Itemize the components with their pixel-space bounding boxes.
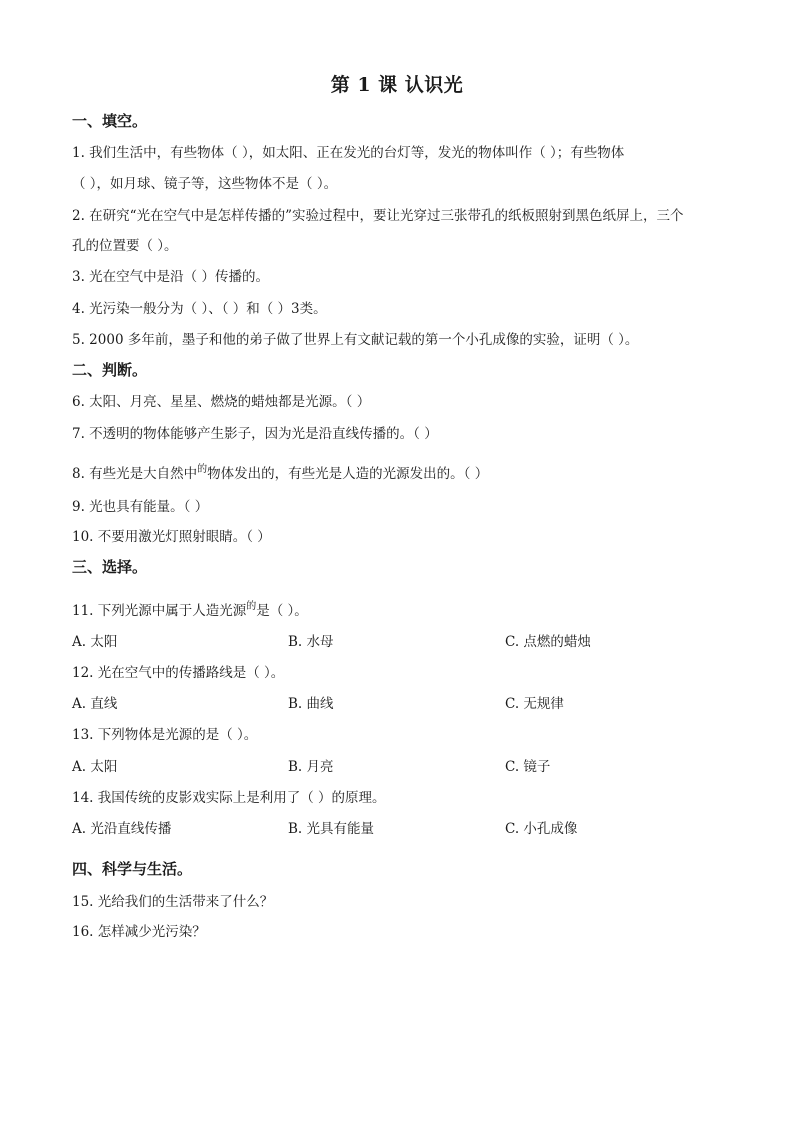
question-2-line-2: 孔的位置要（ ）。 (72, 238, 178, 254)
question-9: 9. 光也具有能量。（ ） (72, 499, 209, 515)
question-1-line-2: （ ），如月球、镜子等，这些物体不是（ ）。 (72, 176, 338, 192)
question-8-part-1: 8. 有些光是大自然中 (72, 466, 198, 482)
question-5: 5. 2000 多年前，墨子和他的弟子做了世界上有文献记载的第一个小孔成像的实验，证明（ ）。 (72, 332, 639, 348)
question-3: 3. 光在空气中是沿（ ）传播的。 (72, 269, 269, 285)
question-11 (72, 597, 308, 619)
question-11-part-2: 是（ ）。 (256, 603, 308, 619)
question-13-option-c: C. 镜子 (505, 759, 551, 775)
question-8-superscript: 的 (197, 464, 208, 475)
question-8 (72, 460, 488, 482)
question-15: 15. 光给我们的生活带来了什么？ (72, 894, 274, 910)
question-2-line-1: 2. 在研究“光在空气中是怎样传播的”实验过程中，要让光穿过三张带孔的纸板照射到黑色纸屏上，三个 (72, 208, 684, 224)
question-13-option-a: A. 太阳 (72, 759, 118, 775)
question-14: 14. 我国传统的皮影戏实际上是利用了（ ）的原理。 (72, 790, 386, 806)
question-12-option-c: C. 无规律 (505, 696, 564, 712)
question-12-option-a: A. 直线 (72, 696, 118, 712)
question-16: 16. 怎样减少光污染？ (72, 924, 206, 940)
question-11-option-b: B. 水母 (288, 634, 334, 650)
question-1-line-1: 1. 我们生活中，有些物体（ ），如太阳、正在发光的台灯等，发光的物体叫作（ ）；有些物体 (72, 145, 625, 161)
question-14-option-b: B. 光具有能量 (288, 821, 375, 837)
question-6: 6. 太阳、月亮、星星、燃烧的蜡烛都是光源。（ ） (72, 394, 371, 410)
section-choice-heading: 三、选择。 (72, 558, 148, 576)
section-life-heading: 四、科学与生活。 (72, 860, 193, 878)
question-14-option-a: A. 光沿直线传播 (72, 821, 172, 837)
question-14-option-c: C. 小孔成像 (505, 821, 578, 837)
section-fill-heading: 一、填空。 (72, 112, 148, 130)
question-4: 4. 光污染一般分为（ ）、（ ）和（ ）3类。 (72, 301, 327, 317)
question-12: 12. 光在空气中的传播路线是（ ）。 (72, 665, 285, 681)
question-12-option-b: B. 曲线 (288, 696, 334, 712)
question-11-part-1: 11. 下列光源中属于人造光源 (72, 603, 247, 619)
section-judge-heading: 二、判断。 (72, 361, 148, 379)
page-title: 第 1 课 认识光 (330, 74, 464, 96)
question-13: 13. 下列物体是光源的是（ ）。 (72, 727, 258, 743)
question-7: 7. 不透明的物体能够产生影子，因为光是沿直线传播的。（ ） (72, 426, 438, 442)
question-11-superscript: 的 (246, 601, 257, 612)
question-8-part-2: 物体发出的，有些光是人造的光源发出的。（ ） (207, 466, 489, 482)
question-11-option-a: A. 太阳 (72, 634, 118, 650)
question-11-option-c: C. 点燃的蜡烛 (505, 634, 591, 650)
question-10: 10. 不要用激光灯照射眼睛。（ ） (72, 529, 271, 545)
question-13-option-b: B. 月亮 (288, 759, 334, 775)
